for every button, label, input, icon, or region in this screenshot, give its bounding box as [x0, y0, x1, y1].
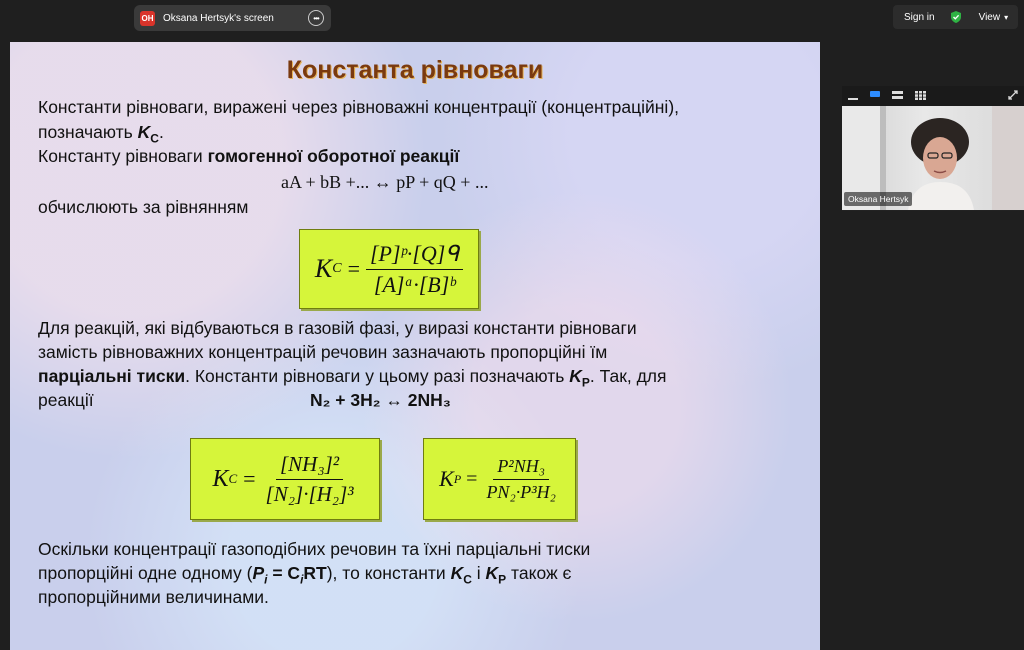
formula-kp-ammonia: [423, 438, 576, 520]
text: позначають: [38, 122, 138, 142]
text: . Так, для: [589, 366, 667, 386]
paragraph-1-line-1: Константи рівноваги, виражені через рівноважні концентрації (концентраційні),: [38, 97, 680, 117]
minimize-icon[interactable]: [848, 98, 858, 100]
slide-title: Константа рівноваги: [286, 56, 544, 84]
exit-fullscreen-icon[interactable]: [1008, 90, 1018, 100]
kc-symbol: K: [137, 122, 151, 142]
paragraph-4-line-2: замість рівноважних концентрацій речовин зазначають пропорційні їм: [38, 342, 608, 362]
text: ), то константи: [326, 563, 451, 583]
paragraph-5-line-3: пропорційними величинами.: [38, 587, 269, 607]
paragraph-4-line-4: реакції: [38, 390, 94, 410]
text: = C: [267, 563, 301, 583]
paragraph-5-line-2: [38, 563, 571, 587]
paragraph-1-line-2: [38, 122, 164, 146]
sign-in-button[interactable]: Sign in: [904, 11, 935, 23]
paragraph-2: [38, 146, 459, 167]
text: пропорційні одне одному (: [38, 563, 253, 583]
kc-symbol: K: [450, 563, 464, 583]
paragraph-4-line-1: Для реакцій, які відбуваються в газовій фазі, у виразі константи рівноваги: [38, 318, 637, 338]
reaction-equation: aA + bB +... ↔ pP + qQ + ...: [281, 172, 489, 192]
subscript: i: [300, 572, 304, 587]
reaction-equation-ammonia: N₂ + 3H₂ ↔ 2NH₃: [310, 390, 451, 410]
fraction: [366, 241, 463, 298]
kc-subscript: C: [150, 131, 159, 146]
fraction: [262, 452, 358, 507]
text: P: [252, 563, 265, 583]
text: також є: [506, 563, 572, 583]
security-shield-icon[interactable]: [949, 10, 963, 24]
shared-slide: [10, 42, 820, 650]
text: RT: [303, 563, 327, 583]
screen-share-indicator[interactable]: [134, 5, 331, 31]
numerator: [NH₃]²: [276, 452, 343, 480]
text: . Константи рівноваги у цьому разі позначають: [185, 366, 570, 386]
chevron-down-icon: ▾: [1004, 12, 1009, 22]
numerator: P²NH₃: [493, 456, 549, 480]
kc-subscript: C: [463, 572, 472, 587]
equals-sign: =: [243, 466, 256, 491]
kp-symbol: K: [485, 563, 499, 583]
paragraph-3: обчислюють за рівнянням: [38, 197, 249, 217]
denominator: [N₂]·[H₂]³: [265, 481, 354, 506]
formula-kc-ammonia: [190, 438, 380, 520]
denominator: PN₂·P³H₂: [486, 481, 556, 502]
text: .: [158, 122, 164, 142]
presenter-avatar: OH: [140, 11, 155, 26]
paragraph-4-line-3: [38, 366, 667, 390]
paragraph-5-line-1: Оскільки концентрації газоподібних речовин та їхні парціальні тиски: [38, 539, 591, 559]
kp-subscript: P: [498, 572, 507, 587]
more-options-icon[interactable]: •••: [308, 10, 324, 26]
strip-view-icon[interactable]: [892, 91, 903, 99]
formula-lhs-sub: C: [228, 471, 238, 486]
speaker-view-icon[interactable]: [870, 91, 880, 97]
text-bold: парціальні тиски: [38, 366, 186, 386]
formula-lhs-sub: P: [453, 471, 462, 486]
participant-panel-toolbar: [842, 86, 1024, 106]
top-right-controls: [893, 5, 1018, 29]
gallery-view-icon[interactable]: [915, 91, 926, 100]
equals-sign: =: [347, 256, 360, 281]
fraction: [482, 456, 559, 503]
formula-lhs: K: [439, 466, 454, 491]
formula-lhs-sub: C: [332, 261, 342, 276]
equals-sign: =: [466, 467, 478, 490]
participant-name-label: Oksana Hertsyk: [844, 192, 912, 206]
kp-subscript: P: [581, 375, 590, 390]
top-bar: [0, 0, 1024, 36]
view-menu-button[interactable]: View: [978, 11, 1001, 23]
formula-lhs: K: [212, 465, 229, 492]
denominator: [A]ᵃ·[B]ᵇ: [373, 271, 456, 297]
formula-lhs: K: [314, 254, 333, 283]
subscript: i: [264, 572, 268, 587]
kp-symbol: K: [569, 366, 582, 386]
text: Константу рівноваги: [38, 146, 208, 166]
text: і: [471, 563, 486, 583]
numerator: [P]ᵖ·[Q]ᑫ: [366, 241, 463, 270]
text-bold: гомогенної оборотної реакції: [207, 146, 460, 166]
screen-share-label: Oksana Hertsyk's screen: [163, 12, 274, 24]
formula-kc-general: [299, 229, 479, 309]
